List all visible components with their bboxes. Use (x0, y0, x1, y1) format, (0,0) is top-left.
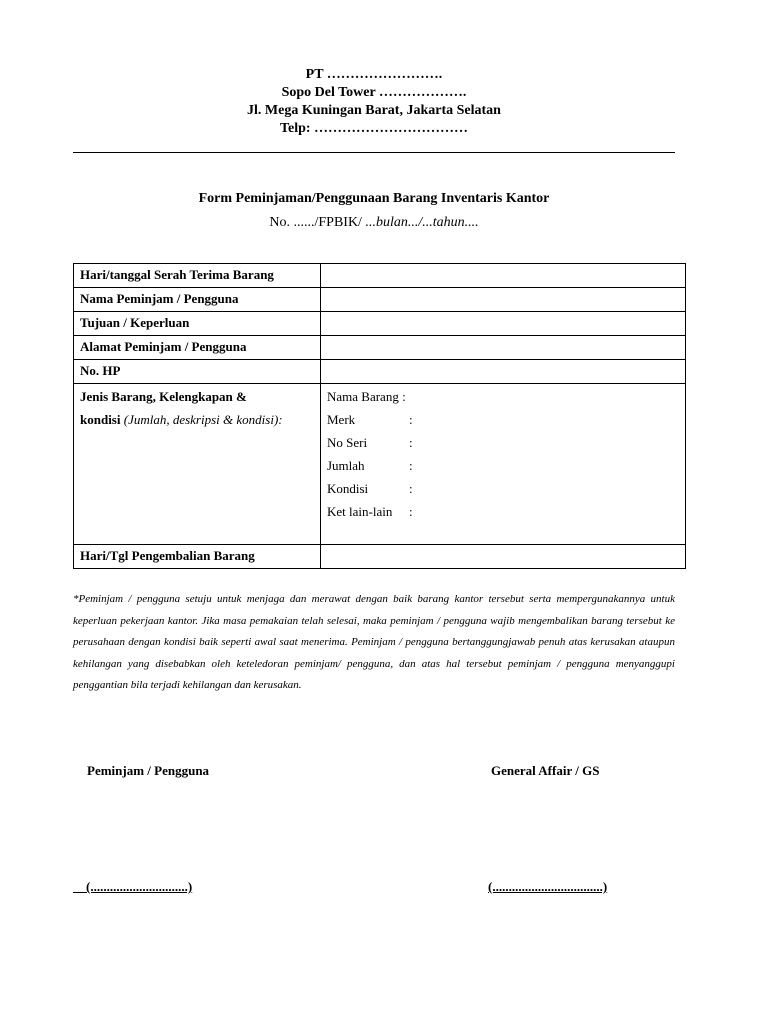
row-value-field[interactable] (321, 288, 686, 312)
row-label: Alamat Peminjam / Pengguna (74, 336, 321, 360)
row-value-field[interactable] (321, 336, 686, 360)
row-value-field[interactable] (321, 312, 686, 336)
item-field-label: Kondisi (327, 481, 369, 496)
borrower-signature-title: Peminjam / Pengguna (87, 763, 210, 778)
item-field-label: Merk (327, 412, 356, 427)
item-field-separator: : (409, 481, 413, 496)
table-row (74, 312, 686, 336)
company-phone: Telp: …………………………… (279, 121, 469, 136)
item-field-separator: : (409, 435, 413, 450)
terms-note: *Peminjam / pengguna setuju untuk menjaga dan merawat dengan baik barang kantor tersebut serta mempergunakannya untuk keperluan pekerjaan kantor. Jika masa pemakaian telah selesai, maka peminjam / pengguna wajib mengembalikan barang tersebut ke perusahaan dengan kondisi baik seperti awal saat menerima. Peminjam / pengguna bertanggungjawab penuh atas kerusakan ataupun kehilangan yang disebabkan oleh keteledoran peminjam/ pengguna, dan atas hal tersebut peminjam / pengguna menyanggupi penggantian bila terjadi kehilangan dan kerusakan. (73, 593, 675, 691)
item-field-separator: : (409, 504, 413, 519)
table-row (74, 264, 686, 288)
item-field (327, 431, 679, 454)
building-name: Sopo Del Tower ………………. (281, 85, 467, 100)
form-number (0, 214, 748, 232)
item-field-label: Jumlah (327, 458, 365, 473)
company-address: Jl. Mega Kuningan Barat, Jakarta Selatan (247, 103, 501, 118)
row-value-field[interactable] (321, 264, 686, 288)
item-field-label: Nama Barang : (327, 389, 406, 404)
item-field-label: Ket lain-lain (327, 504, 393, 519)
items-label (74, 384, 321, 545)
ga-signature-line: (..................................) (488, 879, 608, 894)
items-label-description: (Jumlah, deskripsi & kondisi): (120, 412, 283, 427)
item-field (327, 477, 679, 500)
return-row (74, 545, 686, 569)
items-row (74, 384, 686, 545)
row-label: Tujuan / Keperluan (74, 312, 321, 336)
table-row (74, 336, 686, 360)
header-divider (73, 152, 675, 153)
letterhead (0, 66, 748, 138)
return-value-field[interactable] (321, 545, 686, 569)
item-field-separator: : (409, 412, 413, 427)
return-label: Hari/Tgl Pengembalian Barang (74, 545, 321, 569)
items-label-condition: kondisi (80, 412, 121, 427)
form-title: Form Peminjaman/Penggunaan Barang Inventaris Kantor (198, 191, 550, 206)
form-number-prefix: No. ....../FPBIK/ (269, 215, 366, 230)
form-number-period: ...bulan.../...tahun.... (365, 215, 479, 230)
item-field-label: No Seri (327, 435, 368, 450)
row-value-field[interactable] (321, 360, 686, 384)
company-name: PT ……………………. (305, 67, 443, 82)
item-field (327, 454, 679, 477)
items-label-line2 (80, 408, 314, 431)
items-details-field[interactable] (321, 384, 686, 545)
items-label-line1: Jenis Barang, Kelengkapan & (80, 389, 247, 404)
item-field (327, 408, 679, 431)
ga-signature-title: General Affair / GS (491, 763, 600, 778)
table-row (74, 288, 686, 312)
item-field (327, 500, 679, 523)
loan-form-table (73, 263, 686, 569)
row-label: Nama Peminjam / Pengguna (74, 288, 321, 312)
row-label: No. HP (74, 360, 321, 384)
borrower-signature-line: (..............................) (73, 879, 193, 894)
row-label: Hari/tanggal Serah Terima Barang (74, 264, 321, 288)
item-field (327, 385, 679, 408)
table-row (74, 360, 686, 384)
item-field-separator: : (409, 458, 413, 473)
